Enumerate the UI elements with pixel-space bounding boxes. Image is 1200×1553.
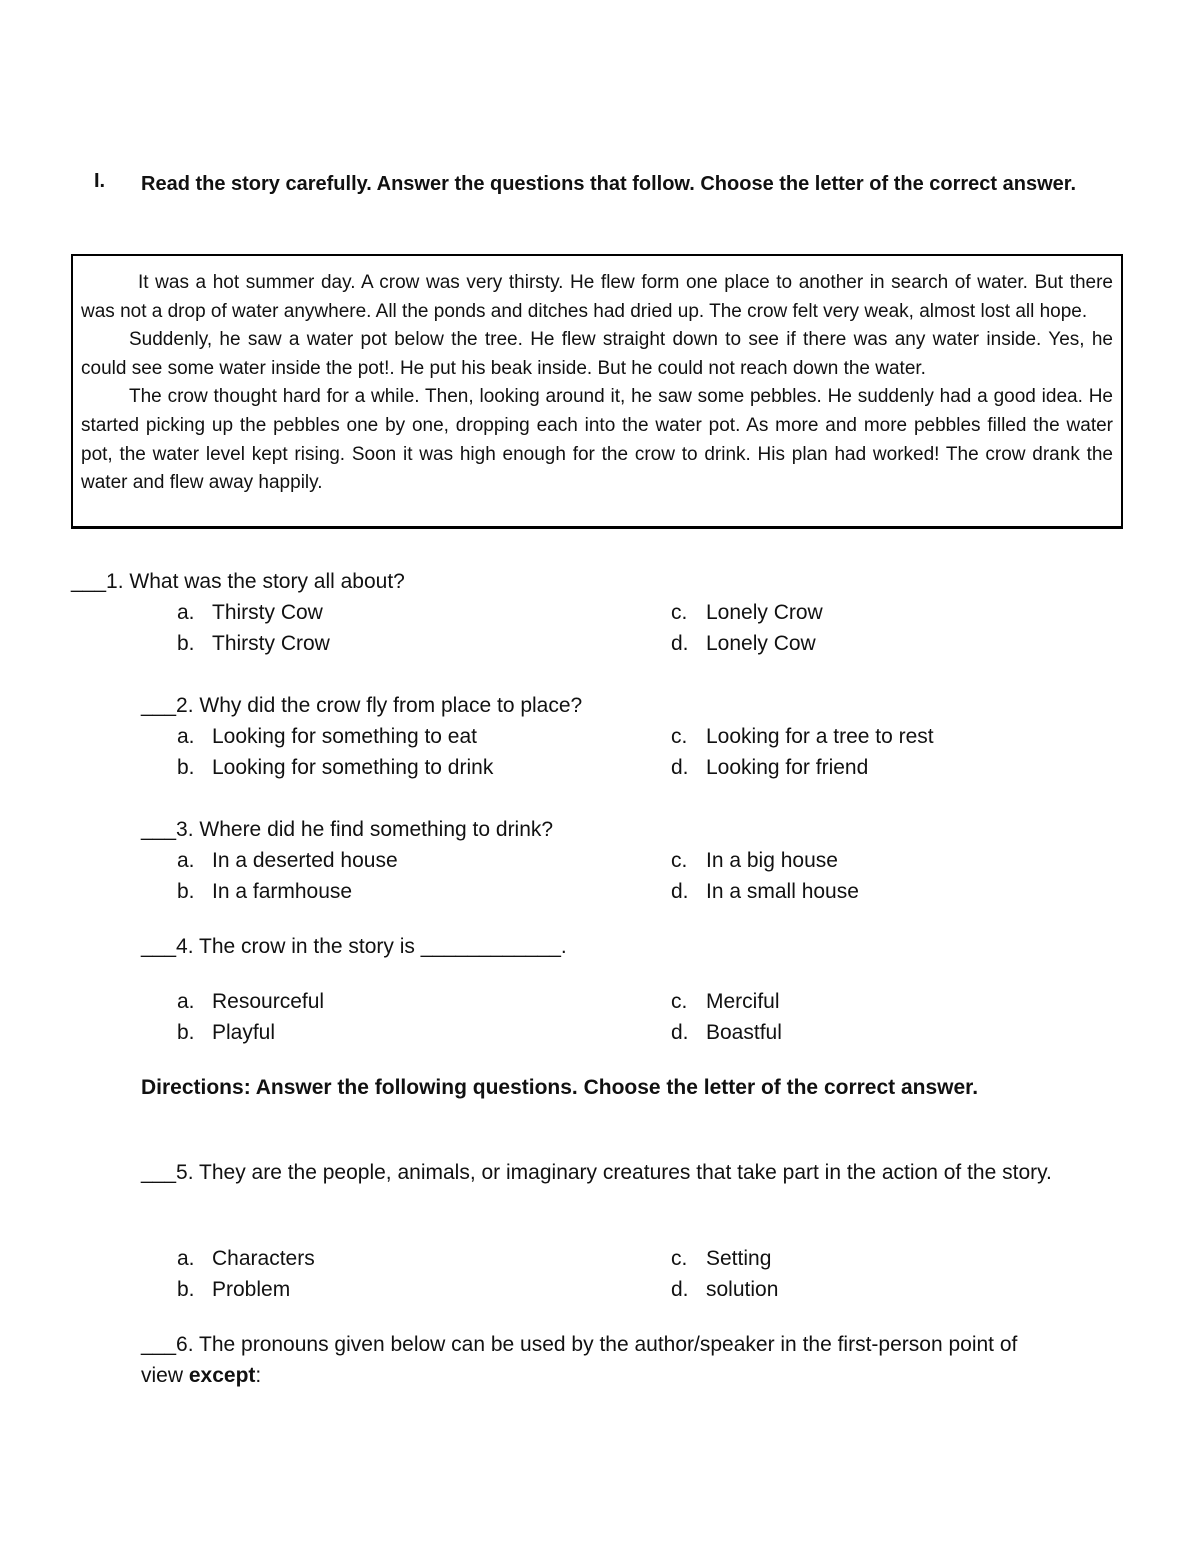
option-letter: d. xyxy=(671,1021,689,1044)
option-letter: a. xyxy=(177,1247,195,1270)
option-letter: d. xyxy=(671,1278,689,1301)
option-letter: d. xyxy=(671,632,689,655)
option-text: In a big house xyxy=(706,849,838,872)
option-text: Looking for friend xyxy=(706,756,869,779)
option-letter: a. xyxy=(177,990,195,1013)
option-text: Looking for a tree to rest xyxy=(706,725,934,748)
question-6-colon: : xyxy=(255,1364,262,1387)
option-text: Resourceful xyxy=(212,990,325,1013)
directions-heading: Directions: Answer the following questions. Choose the letter of the correct answer. xyxy=(141,1076,979,1099)
option-text: Characters xyxy=(212,1247,315,1270)
question-4: ___4. The crow in the story is ____________. xyxy=(141,935,567,958)
option-text: Thirsty Cow xyxy=(212,601,323,624)
option-text: solution xyxy=(706,1278,779,1301)
question-6-emphasis: except xyxy=(188,1364,256,1387)
option-text: Setting xyxy=(706,1247,772,1270)
option-letter: b. xyxy=(177,1278,195,1301)
option-letter: b. xyxy=(177,632,195,655)
option-letter: b. xyxy=(177,1021,195,1044)
instruction-number: I. xyxy=(94,170,106,192)
option-text: Playful xyxy=(212,1021,276,1044)
option-text: Lonely Crow xyxy=(706,601,823,624)
option-letter: d. xyxy=(671,756,689,779)
option-letter: c. xyxy=(671,1247,688,1270)
option-text: Looking for something to eat xyxy=(212,725,478,748)
option-text: In a farmhouse xyxy=(212,880,353,903)
option-letter: a. xyxy=(177,601,195,624)
option-text: In a deserted house xyxy=(212,849,398,872)
story-paragraph-1: It was a hot summer day. A crow was very thirsty. He flew form one place to another in search of water. But there was not a drop of water anywhere. All the ponds and ditches had dried up. The crow felt very weak, almost lost all hope. xyxy=(81,272,1113,322)
option-letter: a. xyxy=(177,849,195,872)
story-paragraph-2: Suddenly, he saw a water pot below the tree. He flew straight down to see if there was any water inside. Yes, he could see some water inside the pot!. He put his beak inside. But he could not reach down the water. xyxy=(81,329,1113,379)
option-letter: b. xyxy=(177,880,195,903)
option-letter: c. xyxy=(671,990,688,1013)
story-box xyxy=(71,254,1123,529)
question-6-text: ___6. The pronouns given below can be used by the author/speaker in the first-person point of view xyxy=(141,1333,1018,1387)
option-text: Boastful xyxy=(706,1021,782,1044)
question-2: ___2. Why did the crow fly from place to place? xyxy=(141,694,583,717)
question-3: ___3. Where did he find something to drink? xyxy=(141,818,554,841)
option-letter: a. xyxy=(177,725,195,748)
option-text: Lonely Cow xyxy=(706,632,816,655)
option-text: In a small house xyxy=(706,880,859,903)
option-letter: c. xyxy=(671,725,688,748)
option-text: Looking for something to drink xyxy=(212,756,494,779)
option-letter: c. xyxy=(671,601,688,624)
option-letter: c. xyxy=(671,849,688,872)
option-letter: b. xyxy=(177,756,195,779)
option-text: Problem xyxy=(212,1278,291,1301)
story-paragraph-3: The crow thought hard for a while. Then, looking around it, he saw some pebbles. He suddenly had a good idea. He started picking up the pebbles one by one, dropping each into the water pot. As more and more pebbles filled the water pot, the water level kept rising. Soon it was high enough for the crow to drink. His plan had worked! The crow drank the water and flew away happily. xyxy=(81,386,1113,494)
instruction-text: Read the story carefully. Answer the questions that follow. Choose the letter of the correct answer. xyxy=(141,173,1077,195)
question-6 xyxy=(141,1329,1061,1391)
option-text: Thirsty Crow xyxy=(212,632,330,655)
option-text: Merciful xyxy=(706,990,780,1013)
question-5: ___5. They are the people, animals, or imaginary creatures that take part in the action of the story. xyxy=(141,1161,1052,1184)
question-1: ___1. What was the story all about? xyxy=(71,570,405,593)
option-letter: d. xyxy=(671,880,689,903)
